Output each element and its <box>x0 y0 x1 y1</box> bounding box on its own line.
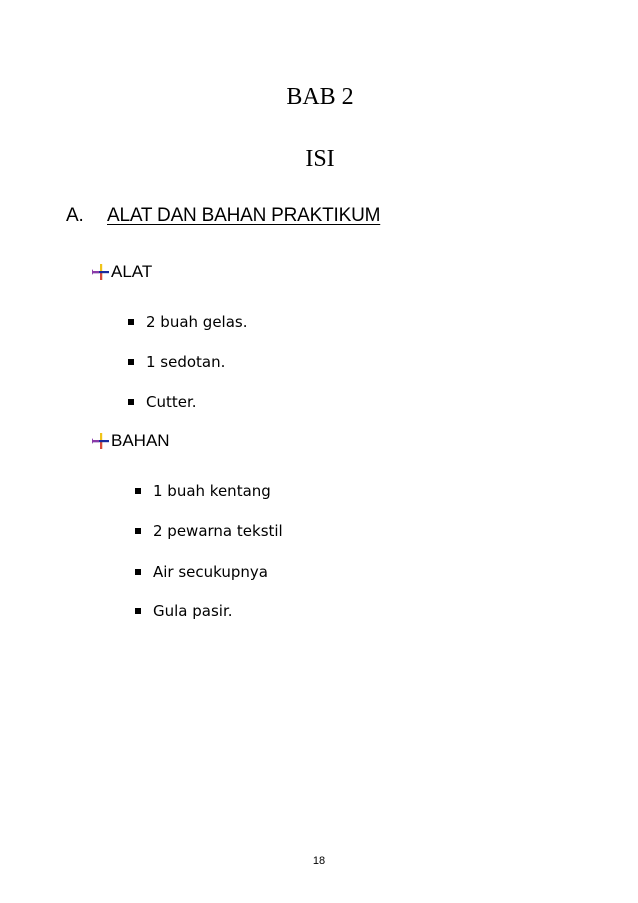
chapter-subtitle-text: ISI <box>305 146 335 172</box>
list-item <box>135 563 268 581</box>
group-heading-bahan <box>92 431 170 451</box>
page-number: 18 <box>312 855 326 867</box>
group-label-alat: ALAT <box>111 262 153 281</box>
chapter-subtitle <box>0 146 638 173</box>
list-item-text: Cutter. <box>146 393 197 411</box>
section-title: ALAT DAN BAHAN PRAKTIKUM <box>107 205 381 226</box>
list-item <box>135 602 233 620</box>
square-bullet-icon <box>135 569 141 575</box>
list-item <box>135 482 271 500</box>
list-item-text: Air secukupnya <box>153 563 268 581</box>
square-bullet-icon <box>135 528 141 534</box>
square-bullet-icon <box>135 488 141 494</box>
list-item <box>128 393 197 411</box>
list-item-text: Gula pasir. <box>153 602 233 620</box>
list-item <box>128 313 248 331</box>
list-item-text: 1 buah kentang <box>153 482 271 500</box>
cross-arrow-bullet-icon <box>92 432 110 450</box>
chapter-title-text: BAB 2 <box>286 84 354 110</box>
square-bullet-icon <box>128 359 134 365</box>
group-heading-alat <box>92 262 152 282</box>
list-item-text: 2 buah gelas. <box>146 313 248 331</box>
square-bullet-icon <box>135 608 141 614</box>
list-item <box>128 353 225 371</box>
section-heading <box>66 205 380 227</box>
square-bullet-icon <box>128 319 134 325</box>
group-label-bahan: BAHAN <box>111 431 170 450</box>
section-marker: A. <box>66 205 84 226</box>
chapter-title <box>0 84 638 111</box>
list-item <box>135 522 283 540</box>
square-bullet-icon <box>128 399 134 405</box>
cross-arrow-bullet-icon <box>92 263 110 281</box>
list-item-text: 1 sedotan. <box>146 353 226 371</box>
list-item-text: 2 pewarna tekstil <box>153 522 283 540</box>
